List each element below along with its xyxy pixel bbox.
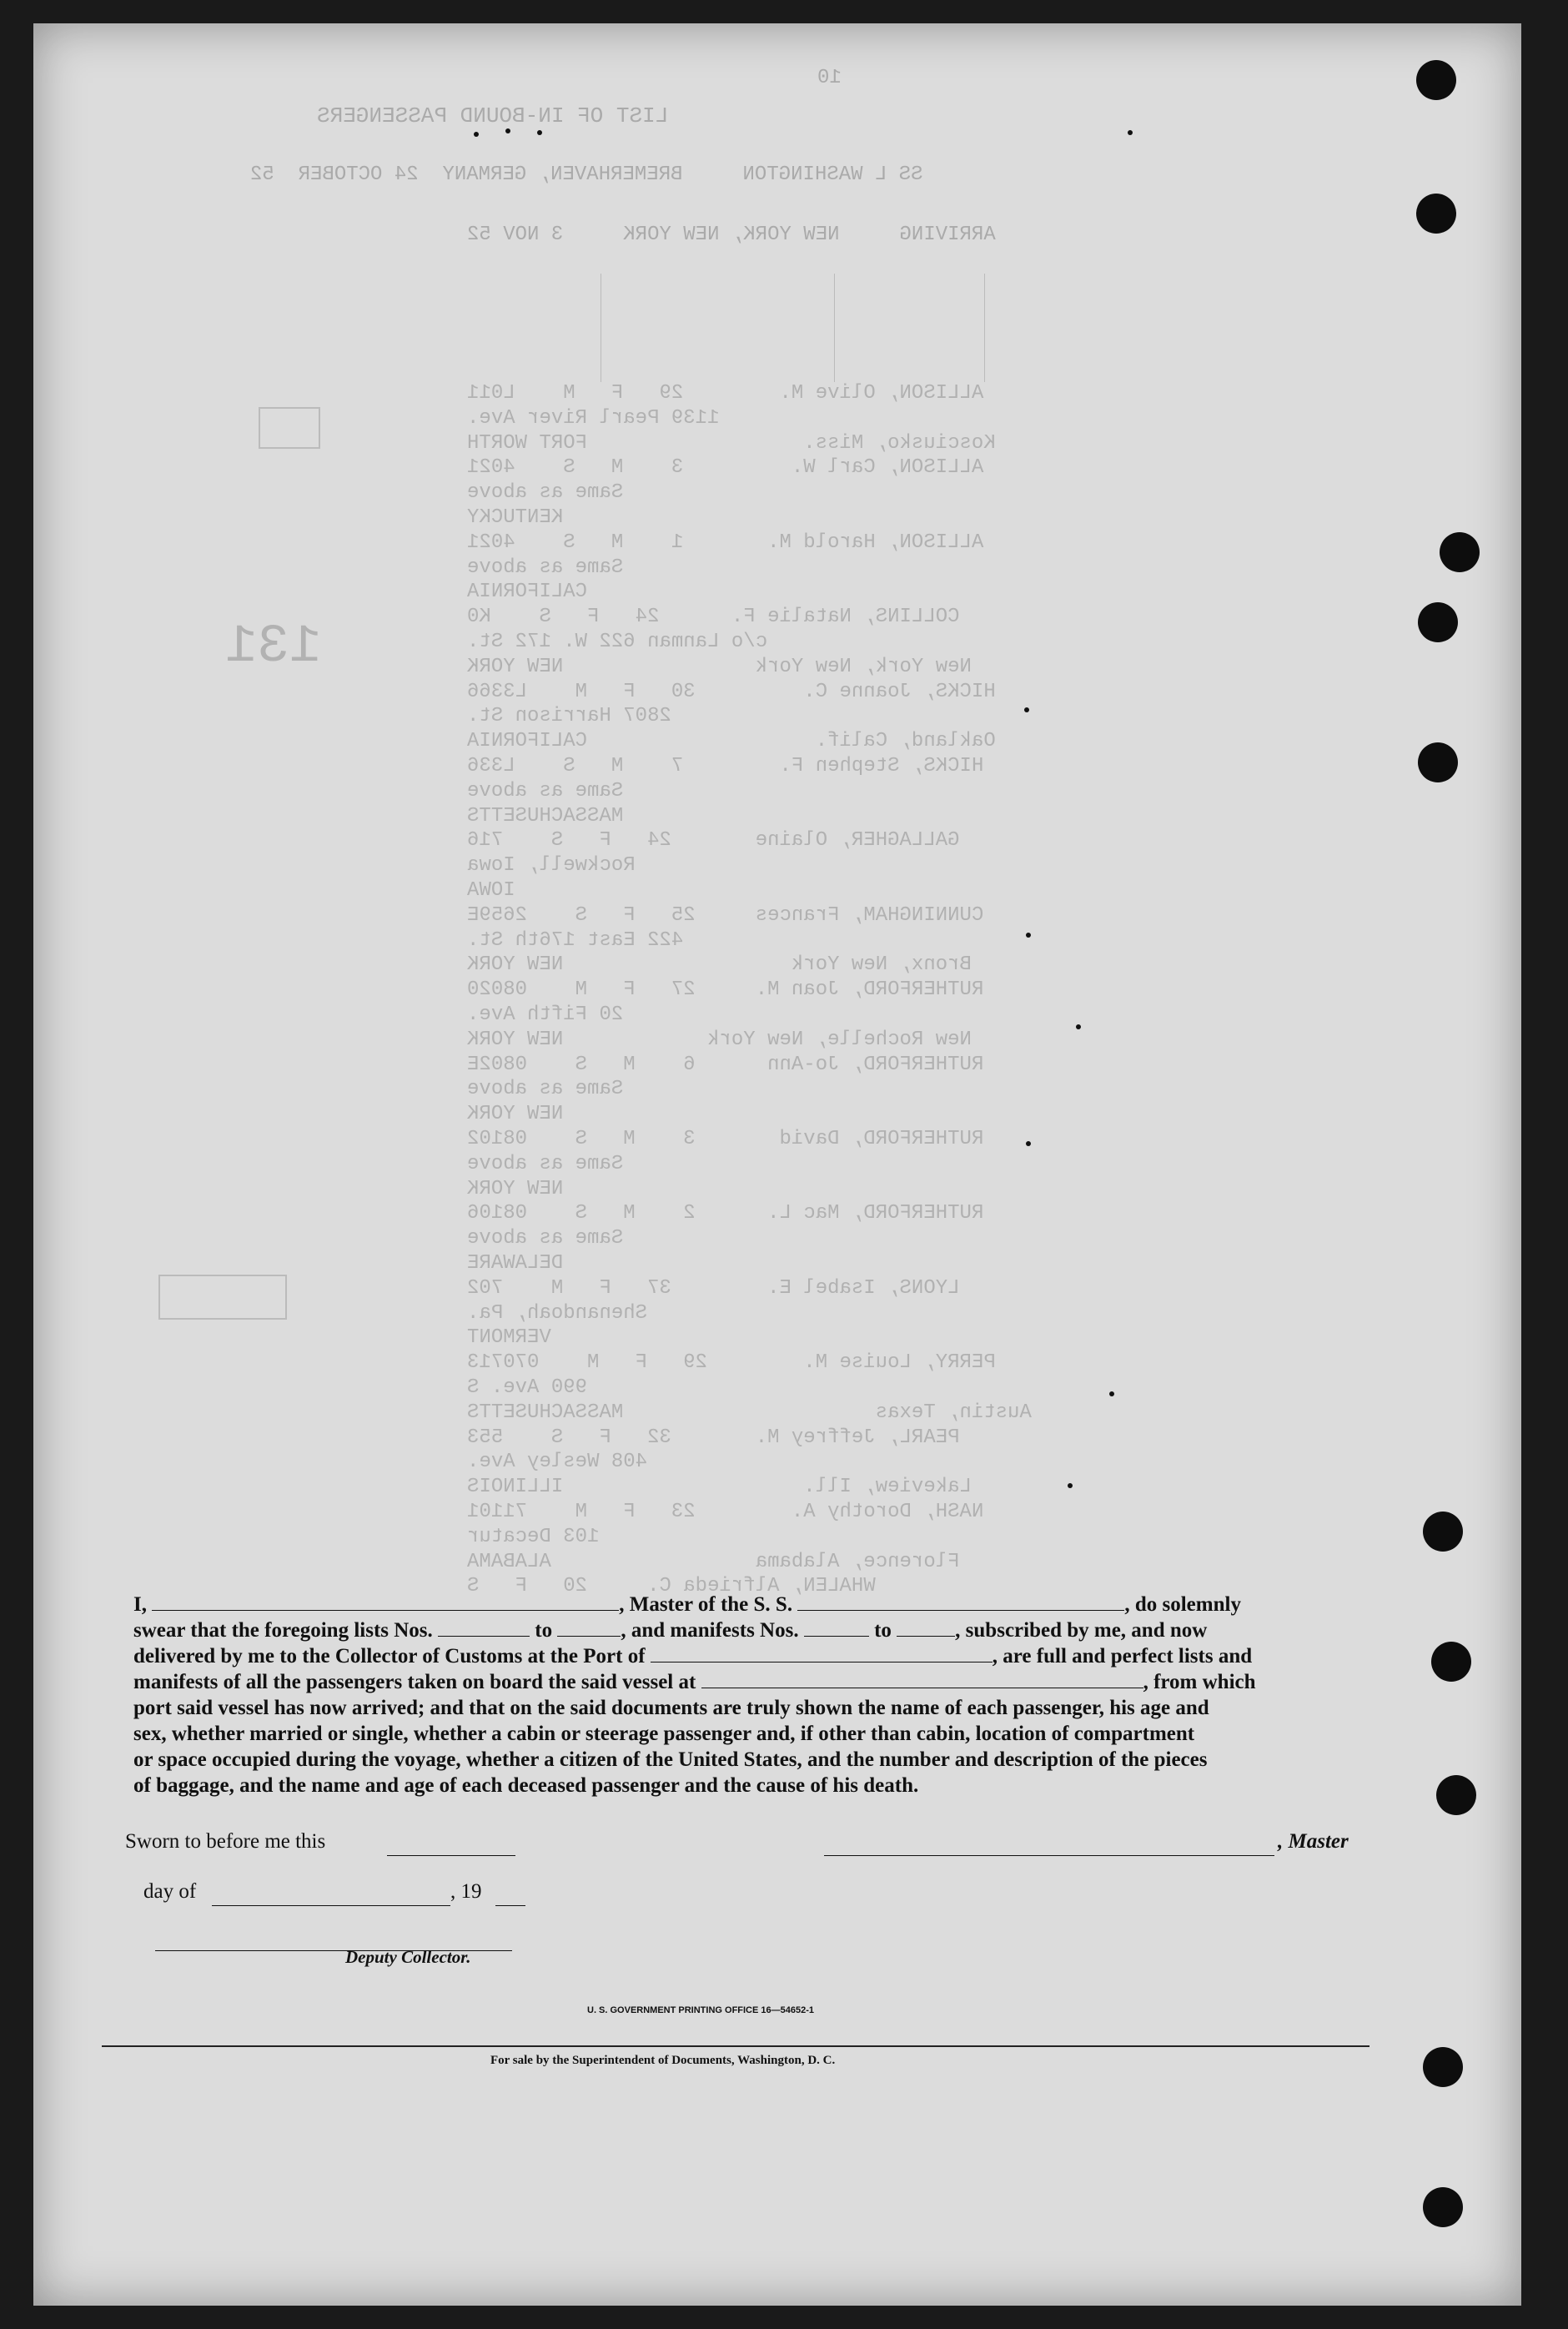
speck [1024, 707, 1029, 712]
bleed-through-sheet-no: 10 [817, 67, 842, 89]
punch-hole [1423, 1512, 1463, 1552]
bleed-through-arrival: ARRIVING NEW YORK, NEW YORK 3 NOV 52 [467, 224, 996, 246]
bleed-through-row: Florence, Alabama ALABAMA [467, 1550, 960, 1573]
bleed-through-row: NASH, Dorothy A. 23 F M 71101 [467, 1501, 984, 1523]
sworn-date-field[interactable] [387, 1839, 515, 1856]
oath-text: to [874, 1619, 892, 1642]
year-field[interactable] [495, 1889, 525, 1906]
lists-to-field[interactable] [557, 1619, 621, 1637]
punch-hole [1418, 742, 1458, 782]
bleed-column-rule [984, 274, 985, 382]
bleed-through-row: Oakland, Calif. CALIFORNIA [467, 730, 996, 753]
bleed-through-row: 422 East 176th St. [467, 928, 684, 952]
day-of-month-field[interactable] [212, 1889, 450, 1906]
bleed-through-row: Same as above [467, 1152, 624, 1175]
bleed-through-row: RUTHERFORD, Joan M. 27 F M 08020 [467, 978, 984, 1002]
bleed-through-row: 990 Ave. S [467, 1376, 588, 1399]
bleed-through-row: CUNNINGHAM, Frances 25 F S 2659E [467, 903, 984, 927]
oath-text: , and manifests Nos. [621, 1619, 799, 1642]
speck [1076, 1024, 1081, 1029]
bleed-through-row: PEARL, Jeffrey M. 32 F S 553 [467, 1426, 960, 1449]
bleed-through-stamp-box [158, 1275, 287, 1320]
bleed-through-row: GALLAGHER, Olaine 24 F S 716 [467, 829, 960, 853]
bleed-through-row: RUTHERFORD, David 3 M S 08102 [467, 1128, 984, 1150]
oath-text: , subscribed by me, and now [955, 1619, 1208, 1642]
master-label: , Master [1278, 1830, 1349, 1853]
speck [1026, 1141, 1031, 1146]
bleed-through-row: Austin, Texas MASSACHUSETTS [467, 1401, 1032, 1424]
document-page [33, 23, 1521, 2306]
bleed-through-row: New Rochelle, New York NEW YORK [467, 1028, 972, 1051]
punch-hole [1416, 194, 1456, 234]
bleed-through-row: KENTUCKY [467, 506, 984, 529]
vessel-name-field[interactable] [797, 1593, 1124, 1611]
oath-line-5: port said vessel has now arrived; and that on the said documents are truly shown the name of each passenger, his age and [133, 1697, 1209, 1719]
bleed-through-row: 20 Fifth Ave. [467, 1004, 624, 1026]
speck [1109, 1391, 1114, 1396]
bleed-through-row: Lakeview, Ill. ILLINOIS [467, 1476, 972, 1499]
speck [1128, 130, 1133, 135]
bleed-through-row: IOWA [467, 879, 936, 902]
bleed-through-row: 103 Decatur [467, 1525, 600, 1548]
oath-line-8: of baggage, and the name and age of each deceased passenger and the cause of his death. [133, 1774, 919, 1797]
bleed-through-title: LIST OF IN-BOUND PASSENGERS [317, 103, 669, 128]
master-oath-paragraph [133, 1592, 1376, 1798]
speck [537, 130, 542, 135]
bleed-through-row: 408 Wesley Ave. [467, 1451, 648, 1474]
deputy-collector-label: Deputy Collector. [345, 1947, 471, 1967]
bleed-through-row: CALIFORNIA [467, 581, 1008, 604]
master-name-field[interactable] [152, 1593, 619, 1611]
bleed-through-row: HICKS, Joanne C. 30 F M L3366 [467, 680, 996, 703]
bleed-through-row: PERRY, Louise M. 29 F M 070713 [467, 1351, 996, 1375]
footer-rule [102, 2045, 1369, 2047]
bleed-through-row: Same as above [467, 779, 624, 802]
bleed-through-row: DELAWARE [467, 1252, 984, 1275]
bleed-through-row: NEW YORK [467, 1103, 984, 1126]
printing-office-imprint: U. S. GOVERNMENT PRINTING OFFICE 16—54652-1 [587, 2005, 815, 2015]
oath-line-2 [133, 1617, 1376, 1643]
punch-hole [1416, 60, 1456, 100]
bleed-through-row: ALLISON, Harold M. 1 M S 4021 [467, 531, 984, 554]
manifests-to-field[interactable] [897, 1619, 955, 1637]
sworn-label: Sworn to before me this [125, 1830, 326, 1853]
bleed-through-number: 131 [225, 617, 322, 677]
oath-text: to [535, 1619, 553, 1642]
bleed-through-row: New York, New York NEW YORK [467, 655, 972, 678]
oath-line-3 [133, 1643, 1376, 1669]
bleed-through-row: c/o Lanman 622 W. 172 St. [467, 631, 768, 653]
bleed-through-row: ALLISON, Olive M. 29 F M L011 [467, 382, 984, 405]
punch-hole [1418, 602, 1458, 642]
bleed-through-row: 1139 Pearl River Ave. [467, 406, 720, 430]
oath-text: , do solemnly [1124, 1593, 1241, 1616]
oath-line-4 [133, 1669, 1376, 1695]
oath-line-6: sex, whether married or single, whether a cabin or steerage passenger and, if other than cabin, location of compartment [133, 1723, 1195, 1745]
master-signature-field[interactable] [824, 1839, 1274, 1856]
punch-hole [1440, 532, 1480, 572]
bleed-through-row: 2807 Harrison St. [467, 705, 671, 728]
bleed-through-row: Rockwell, Iowa [467, 854, 636, 878]
punch-hole [1436, 1775, 1476, 1815]
bleed-through-row: Same as above [467, 1227, 624, 1250]
punch-hole [1431, 1642, 1471, 1682]
oath-text: manifests of all the passengers taken on board the said vessel at [133, 1671, 696, 1693]
bleed-through-row: VERMONT [467, 1326, 972, 1350]
speck [474, 132, 479, 137]
bleed-through-row: WHALEN, Alfrieda C. 20 F S [467, 1575, 876, 1598]
oath-text: , Master of the S. S. [619, 1593, 793, 1616]
bleed-through-passenger-list [467, 382, 1468, 1617]
year-label: , 19 [450, 1880, 482, 1903]
oath-text: I, [133, 1593, 147, 1616]
for-sale-imprint: For sale by the Superintendent of Documents, Washington, D. C. [490, 2054, 836, 2067]
bleed-through-row: Shenandoah, Pa. [467, 1301, 648, 1325]
bleed-through-row: RUTHERFORD, Mac L. 2 M S 08106 [467, 1202, 984, 1225]
speck [1026, 933, 1031, 938]
oath-line-1 [133, 1592, 1376, 1617]
speck [505, 128, 510, 133]
manifests-from-field[interactable] [804, 1619, 869, 1637]
punch-hole [1423, 2187, 1463, 2227]
oath-text: delivered by me to the Collector of Customs at the Port of [133, 1645, 646, 1668]
oath-text: , from which [1143, 1671, 1256, 1693]
bleed-through-voyage: SS L WASHINGTON BREMERHAVEN, GERMANY 24 OCTOBER 52 [250, 163, 923, 186]
bleed-through-row: Same as above [467, 556, 624, 579]
bleed-through-row: RUTHERFORD, Jo-Ann 6 M S 0802E [467, 1053, 984, 1076]
bleed-through-row: COLLINS, Natalie F. 24 F S K0 [467, 606, 960, 629]
bleed-through-row: LYONS, Isabel E. 37 F M 702 [467, 1276, 960, 1300]
bleed-through-stamp-box [259, 407, 320, 449]
day-of-label: day of [143, 1880, 197, 1903]
bleed-through-row: ALLISON, Carl W. 3 M S 4021 [467, 456, 984, 480]
bleed-through-row: Same as above [467, 481, 624, 505]
port-of-embarkation-field[interactable] [701, 1671, 1143, 1688]
oath-line-7: or space occupied during the voyage, whether a citizen of the United States, and the number and description of the pieces [133, 1748, 1208, 1771]
bleed-through-row: NEW YORK [467, 1177, 984, 1200]
port-of-arrival-field[interactable] [651, 1645, 993, 1662]
oath-text: swear that the foregoing lists Nos. [133, 1619, 433, 1642]
bleed-through-row: Same as above [467, 1078, 624, 1101]
bleed-through-row: MASSACHUSETTS [467, 804, 1044, 827]
oath-text: , are full and perfect lists and [992, 1645, 1253, 1668]
speck [1068, 1483, 1073, 1488]
bleed-through-row: HICKS, Stephen F. 7 M S L336 [467, 755, 984, 777]
bleed-through-row: Bronx, New York NEW YORK [467, 953, 972, 977]
lists-from-field[interactable] [438, 1619, 530, 1637]
punch-hole [1423, 2047, 1463, 2087]
bleed-column-rule [834, 274, 835, 382]
bleed-through-row: Kosciusko, Miss. FORT WORTH [467, 431, 996, 455]
